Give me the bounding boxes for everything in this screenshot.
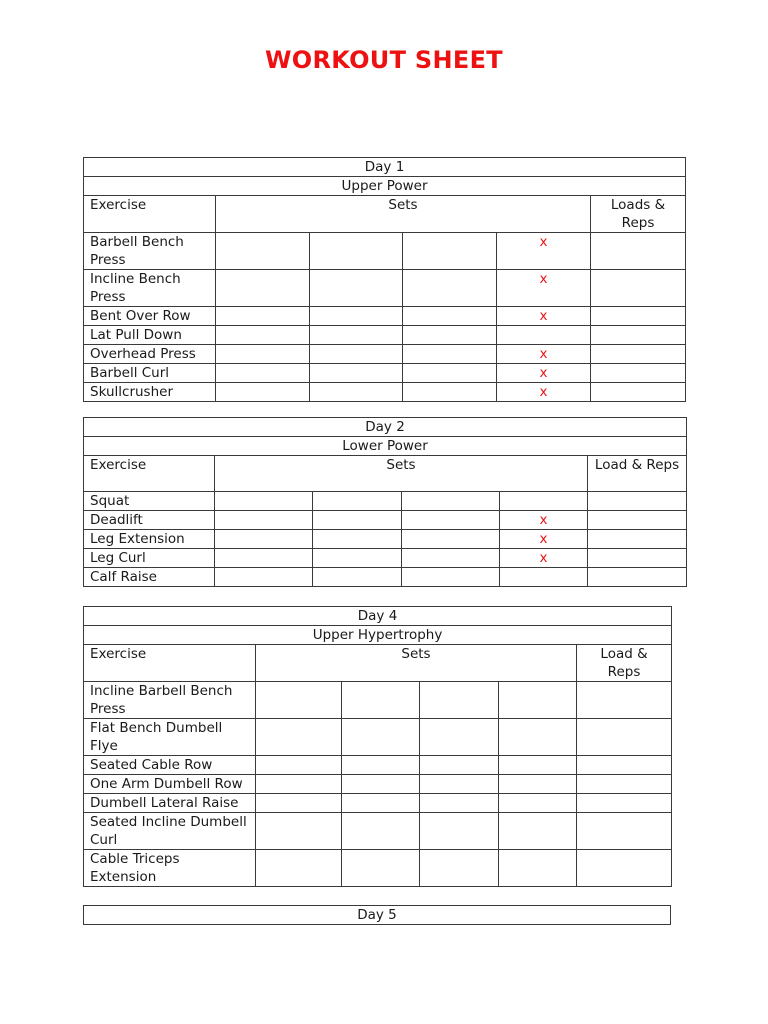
set-cell[interactable] bbox=[500, 492, 588, 511]
set-cell[interactable] bbox=[215, 492, 313, 511]
set-cell[interactable] bbox=[403, 383, 497, 402]
exercise-name: Squat bbox=[84, 492, 215, 511]
set-cell[interactable] bbox=[256, 813, 342, 850]
exercise-name: Dumbell Lateral Raise bbox=[84, 794, 256, 813]
set-mark[interactable]: x bbox=[497, 307, 591, 326]
set-cell[interactable] bbox=[403, 270, 497, 307]
day-heading: Day 1 bbox=[84, 158, 686, 177]
set-cell[interactable] bbox=[499, 682, 577, 719]
load-cell[interactable] bbox=[577, 756, 672, 775]
set-cell[interactable] bbox=[342, 850, 420, 887]
set-cell[interactable] bbox=[310, 383, 403, 402]
load-cell[interactable] bbox=[588, 511, 687, 530]
sets-column-header: Sets bbox=[256, 645, 577, 682]
exercise-column-header: Exercise bbox=[84, 196, 216, 233]
set-cell[interactable] bbox=[402, 511, 500, 530]
load-column-header: Load & Reps bbox=[577, 645, 672, 682]
exercise-name: Skullcrusher bbox=[84, 383, 216, 402]
set-mark[interactable]: x bbox=[497, 383, 591, 402]
exercise-name: Leg Curl bbox=[84, 549, 215, 568]
exercise-name: Barbell Curl bbox=[84, 364, 216, 383]
set-cell[interactable] bbox=[420, 682, 499, 719]
set-cell[interactable] bbox=[499, 794, 577, 813]
set-cell[interactable] bbox=[310, 326, 403, 345]
day-5-table bbox=[83, 905, 671, 925]
set-cell[interactable] bbox=[216, 233, 310, 270]
set-cell[interactable] bbox=[499, 813, 577, 850]
set-mark[interactable]: x bbox=[497, 364, 591, 383]
set-cell[interactable] bbox=[313, 492, 402, 511]
set-cell[interactable] bbox=[500, 568, 588, 587]
exercise-name: Calf Raise bbox=[84, 568, 215, 587]
load-cell[interactable] bbox=[591, 326, 686, 345]
set-cell[interactable] bbox=[256, 756, 342, 775]
set-cell[interactable] bbox=[310, 345, 403, 364]
set-cell[interactable] bbox=[342, 756, 420, 775]
set-cell[interactable] bbox=[420, 775, 499, 794]
set-cell[interactable] bbox=[216, 364, 310, 383]
set-cell[interactable] bbox=[499, 756, 577, 775]
set-cell[interactable] bbox=[402, 492, 500, 511]
set-cell[interactable] bbox=[256, 682, 342, 719]
set-mark[interactable]: x bbox=[497, 270, 591, 307]
set-cell[interactable] bbox=[342, 719, 420, 756]
set-cell[interactable] bbox=[403, 326, 497, 345]
load-cell[interactable] bbox=[588, 492, 687, 511]
set-cell[interactable] bbox=[499, 775, 577, 794]
set-cell[interactable] bbox=[256, 775, 342, 794]
set-cell[interactable] bbox=[216, 345, 310, 364]
load-cell[interactable] bbox=[577, 775, 672, 794]
load-cell[interactable] bbox=[591, 307, 686, 326]
exercise-name: One Arm Dumbell Row bbox=[84, 775, 256, 794]
exercise-name: Deadlift bbox=[84, 511, 215, 530]
set-cell[interactable] bbox=[403, 307, 497, 326]
exercise-column-header: Exercise bbox=[84, 456, 215, 492]
set-cell[interactable] bbox=[420, 719, 499, 756]
load-cell[interactable] bbox=[577, 794, 672, 813]
set-cell[interactable] bbox=[402, 549, 500, 568]
set-mark[interactable]: x bbox=[500, 530, 588, 549]
day-4-table bbox=[83, 606, 672, 887]
session-focus: Upper Power bbox=[84, 177, 686, 196]
load-cell[interactable] bbox=[588, 530, 687, 549]
load-cell[interactable] bbox=[588, 549, 687, 568]
set-cell[interactable] bbox=[420, 794, 499, 813]
set-cell[interactable] bbox=[310, 233, 403, 270]
load-cell[interactable] bbox=[588, 568, 687, 587]
set-mark[interactable]: x bbox=[497, 345, 591, 364]
set-cell[interactable] bbox=[215, 568, 313, 587]
exercise-name: Leg Extension bbox=[84, 530, 215, 549]
day-1-table bbox=[83, 157, 686, 402]
load-cell[interactable] bbox=[591, 383, 686, 402]
set-cell[interactable] bbox=[215, 549, 313, 568]
set-cell[interactable] bbox=[215, 511, 313, 530]
load-cell[interactable] bbox=[577, 719, 672, 756]
set-cell[interactable] bbox=[216, 270, 310, 307]
set-cell[interactable] bbox=[313, 568, 402, 587]
exercise-name: Lat Pull Down bbox=[84, 326, 216, 345]
set-cell[interactable] bbox=[256, 850, 342, 887]
set-cell[interactable] bbox=[216, 383, 310, 402]
set-mark[interactable]: x bbox=[497, 233, 591, 270]
exercise-name: Overhead Press bbox=[84, 345, 216, 364]
set-mark[interactable]: x bbox=[500, 549, 588, 568]
set-cell[interactable] bbox=[342, 775, 420, 794]
load-column-header: Loads & Reps bbox=[591, 196, 686, 233]
set-cell[interactable] bbox=[256, 794, 342, 813]
set-cell[interactable] bbox=[310, 307, 403, 326]
load-cell[interactable] bbox=[577, 682, 672, 719]
load-cell[interactable] bbox=[591, 270, 686, 307]
day-heading: Day 4 bbox=[84, 607, 672, 626]
set-cell[interactable] bbox=[215, 530, 313, 549]
load-cell[interactable] bbox=[591, 233, 686, 270]
set-cell[interactable] bbox=[342, 813, 420, 850]
exercise-name: Incline Barbell Bench Press bbox=[84, 682, 256, 719]
set-cell[interactable] bbox=[342, 682, 420, 719]
exercise-name: Incline Bench Press bbox=[84, 270, 216, 307]
set-cell[interactable] bbox=[216, 307, 310, 326]
day-2-table bbox=[83, 417, 687, 587]
day-heading: Day 5 bbox=[84, 906, 671, 925]
set-cell[interactable] bbox=[310, 364, 403, 383]
set-cell[interactable] bbox=[256, 719, 342, 756]
set-mark[interactable]: x bbox=[500, 511, 588, 530]
set-cell[interactable] bbox=[499, 850, 577, 887]
exercise-name: Barbell Bench Press bbox=[84, 233, 216, 270]
load-cell[interactable] bbox=[591, 345, 686, 364]
set-cell[interactable] bbox=[313, 530, 402, 549]
set-cell[interactable] bbox=[403, 345, 497, 364]
set-cell[interactable] bbox=[420, 813, 499, 850]
exercise-name: Bent Over Row bbox=[84, 307, 216, 326]
set-cell[interactable] bbox=[313, 511, 402, 530]
sets-column-header: Sets bbox=[215, 456, 588, 492]
set-cell[interactable] bbox=[403, 233, 497, 270]
set-cell[interactable] bbox=[497, 326, 591, 345]
session-focus: Lower Power bbox=[84, 437, 687, 456]
exercise-name: Cable Triceps Extension bbox=[84, 850, 256, 887]
set-cell[interactable] bbox=[216, 326, 310, 345]
exercise-name: Seated Incline Dumbell Curl bbox=[84, 813, 256, 850]
exercise-column-header: Exercise bbox=[84, 645, 256, 682]
set-cell[interactable] bbox=[420, 850, 499, 887]
day-heading: Day 2 bbox=[84, 418, 687, 437]
set-cell[interactable] bbox=[313, 549, 402, 568]
load-cell[interactable] bbox=[577, 813, 672, 850]
set-cell[interactable] bbox=[403, 364, 497, 383]
load-cell[interactable] bbox=[591, 364, 686, 383]
exercise-name: Seated Cable Row bbox=[84, 756, 256, 775]
set-cell[interactable] bbox=[310, 270, 403, 307]
load-column-header: Load & Reps bbox=[588, 456, 687, 492]
load-cell[interactable] bbox=[577, 850, 672, 887]
exercise-name: Flat Bench Dumbell Flye bbox=[84, 719, 256, 756]
set-cell[interactable] bbox=[402, 530, 500, 549]
set-cell[interactable] bbox=[420, 756, 499, 775]
set-cell[interactable] bbox=[499, 719, 577, 756]
page-title: WORKOUT SHEET bbox=[265, 46, 503, 74]
session-focus: Upper Hypertrophy bbox=[84, 626, 672, 645]
set-cell[interactable] bbox=[402, 568, 500, 587]
set-cell[interactable] bbox=[342, 794, 420, 813]
sets-column-header: Sets bbox=[216, 196, 591, 233]
